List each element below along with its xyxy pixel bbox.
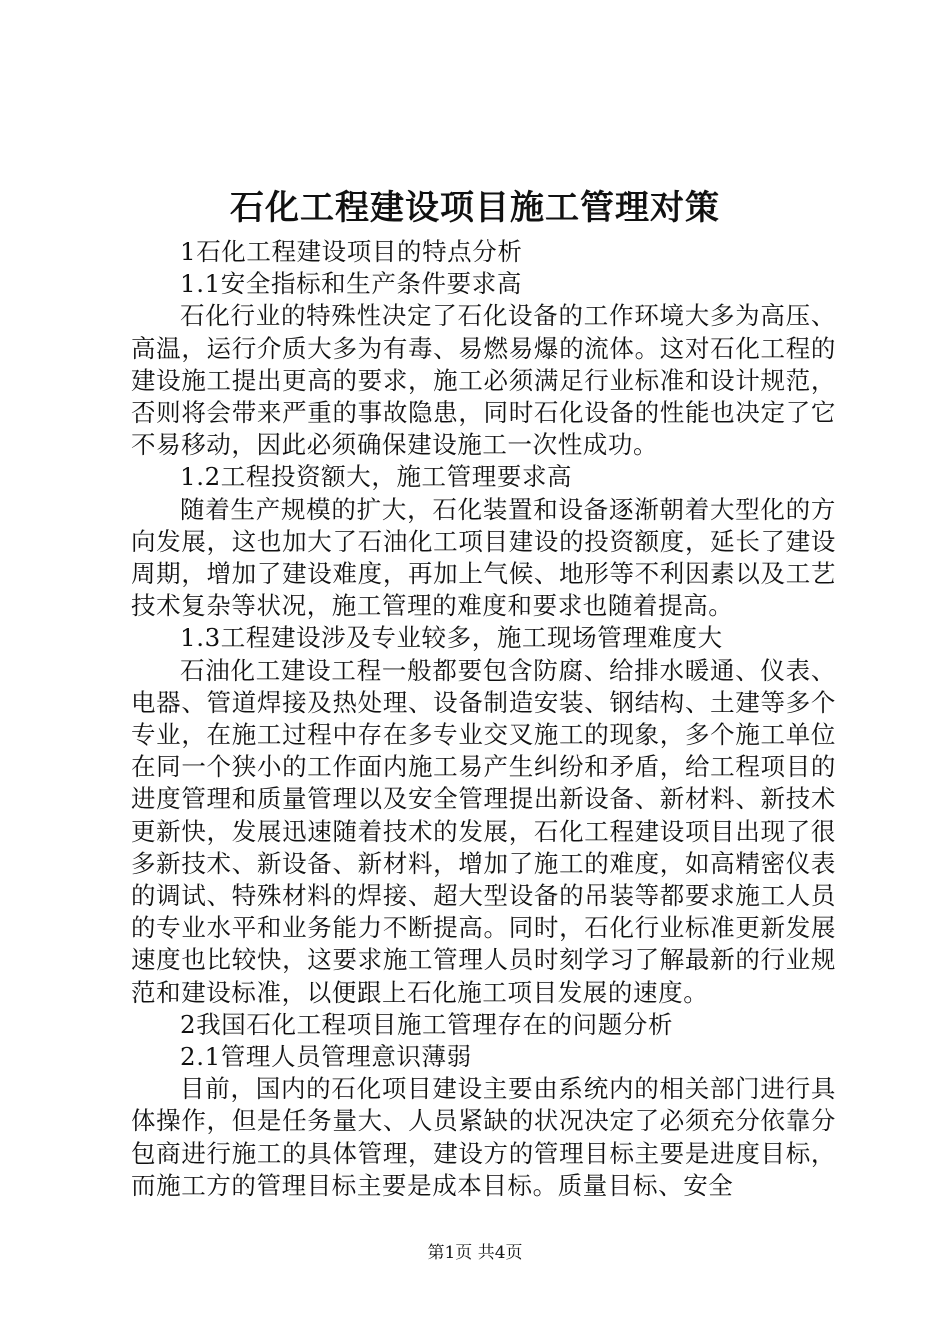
section-heading: 1石化工程建设项目的特点分析 xyxy=(180,237,523,266)
subsection-heading: 1.1安全指标和生产条件要求高 xyxy=(180,269,522,299)
subsection-heading: 1.2工程投资额大，施工管理要求高 xyxy=(180,462,573,492)
paragraph: 目前，国内的石化项目建设主要由系统内的相关部门进行具体操作，但是任务量大、人员紧缺的状况决定了必须充分依靠分包商进行施工的具体管理，建设方的管理目标主要是进度目标，而施工方的管理目标主要是成本目标。质量目标、安全 xyxy=(131,1074,836,1200)
page-footer: 第1页 共4页 xyxy=(427,1243,523,1263)
document-body xyxy=(131,236,836,1202)
paragraph: 石化行业的特殊性决定了石化设备的工作环境大多为高压、高温，运行介质大多为有毒、易燃易爆的流体。这对石化工程的建设施工提出更高的要求，施工必须满足行业标准和设计规范，否则将会带来严重的事故隐患，同时石化设备的性能也决定了它不易移动，因此必须确保建设施工一次性成功。 xyxy=(131,301,836,460)
paragraph: 随着生产规模的扩大，石化装置和设备逐渐朝着大型化的方向发展，这也加大了石油化工项目建设的投资额度，延长了建设周期，增加了建设难度，再加上气候、地形等不利因素以及工艺技术复杂等状况，施工管理的难度和要求也随着提高。 xyxy=(131,494,836,621)
subsection-heading: 2.1管理人员管理意识薄弱 xyxy=(180,1042,472,1072)
section-heading: 2我国石化工程项目施工管理存在的问题分析 xyxy=(180,1009,674,1039)
subsection-heading: 1.3工程建设涉及专业较多，施工现场管理难度大 xyxy=(180,623,723,653)
document-title: 石化工程建设项目施工管理对策 xyxy=(230,188,720,228)
paragraph: 石油化工建设工程一般都要包含防腐、给排水暖通、仪表、电器、管道焊接及热处理、设备制造安装、钢结构、土建等多个专业，在施工过程中存在多专业交叉施工的现象，多个施工单位在同一个狭小的工作面内施工易产生纠纷和矛盾，给工程项目的进度管理和质量管理以及安全管理提出新设备、新材料、新技术更新快，发展迅速随着技术的发展，石化工程建设项目出现了很多新技术、新设备、新材料，增加了施工的难度，如高精密仪表的调试、特殊材料的焊接、超大型设备的吊装等都要求施工人员的专业水平和业务能力不断提高。同时，石化行业标准更新发展速度也比较快，这要求施工管理人员时刻学习了解最新的行业规范和建设标准，以便跟上石化施工项目发展的速度。 xyxy=(131,655,836,1007)
